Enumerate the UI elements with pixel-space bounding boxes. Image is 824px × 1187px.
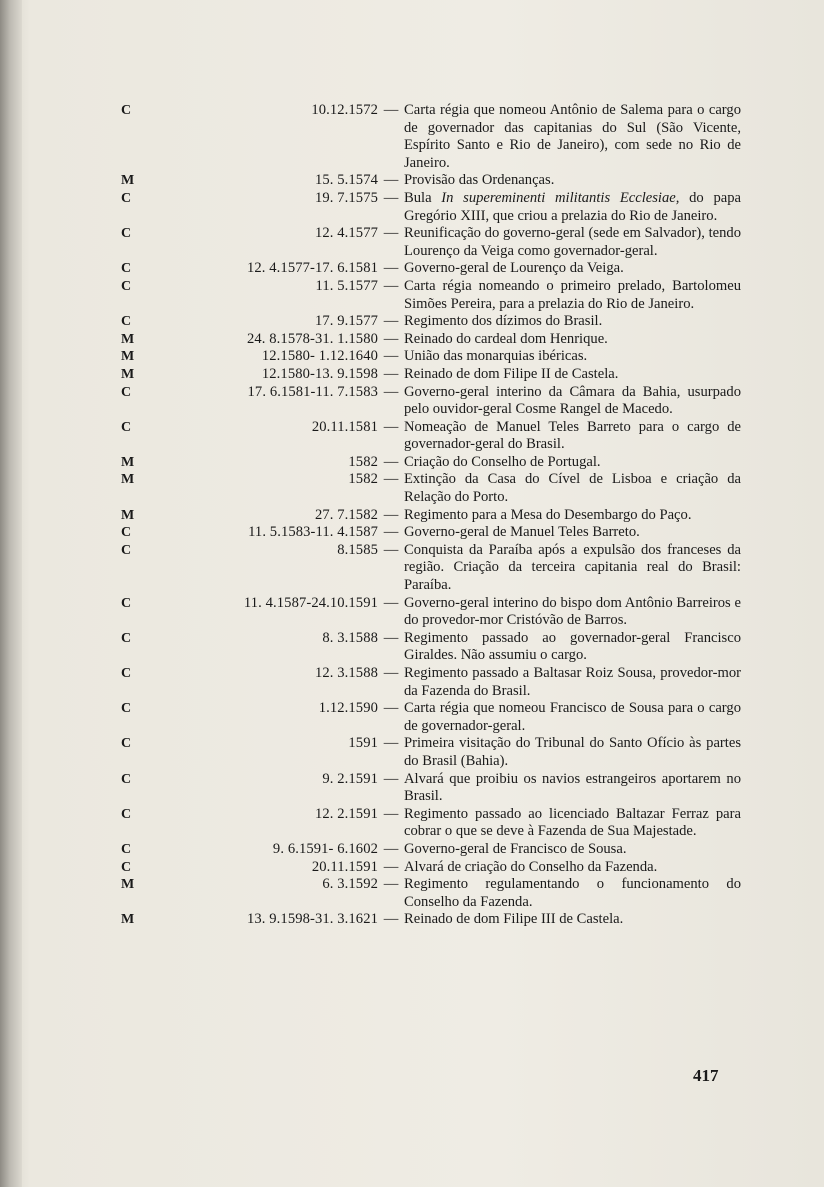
entry-code: C [121, 859, 132, 875]
entry-date: 1582 [348, 453, 378, 470]
entry-text: Regimento passado ao governador-geral Francisco Giraldes. Não assumiu o cargo. [404, 629, 741, 664]
entry-text: Provisão das Ordenanças. [404, 172, 555, 189]
chronology-entry [121, 190, 741, 225]
entry-code: C [121, 314, 132, 330]
entry-date: 1591 [348, 735, 378, 752]
entry-code: M [121, 507, 135, 523]
entry-text: Governo-geral de Francisco de Sousa. [404, 840, 627, 857]
chronology-entry [121, 471, 741, 506]
entry-dash: — [383, 541, 399, 558]
chronology-entry [121, 348, 741, 366]
entry-code: C [121, 542, 132, 558]
entry-text: Reunificação do governo-geral (sede em Salvador), tendo Lourenço da Veiga como governador-geral. [404, 225, 741, 259]
chronology-entry [121, 454, 741, 472]
entry-date: 17. 9.1577 [314, 313, 378, 330]
chronology-entry [121, 366, 741, 384]
chronology-entry [121, 859, 741, 877]
entry-code: C [121, 630, 132, 646]
entry-text-before: Bula [404, 189, 442, 206]
entry-text: Governo-geral interino do bispo dom Antônio Barreiros e do provedor-mor Cristóvão de Barros. [404, 594, 741, 629]
entry-date: 11. 5.1583-11. 4.1587 [248, 524, 378, 541]
entry-code: M [121, 366, 135, 382]
entry-date: 24. 8.1578-31. 1.1580 [246, 330, 378, 347]
chronology-entry [121, 876, 741, 911]
chronology-entry [121, 225, 741, 260]
entry-text: Reinado do cardeal dom Henrique. [404, 330, 608, 347]
entry-code: C [121, 419, 132, 435]
entry-dash: — [383, 665, 399, 681]
entry-date: 12.1580- 1.12.1640 [261, 348, 378, 365]
entry-code: C [121, 841, 132, 857]
entry-date: 11. 5.1577 [315, 277, 378, 294]
entry-code: C [121, 226, 132, 242]
entry-date: 8. 3.1588 [322, 629, 378, 646]
chronology-entry [121, 735, 741, 770]
entry-dash: — [383, 524, 399, 541]
entry-text: Governo-geral de Lourenço da Veiga. [404, 260, 624, 277]
chronology-entry [121, 102, 741, 172]
entry-text: Primeira visitação do Tribunal do Santo Ofício às partes do Brasil (Bahia). [404, 735, 741, 769]
entry-text: Criação do Conselho de Portugal. [404, 453, 601, 470]
entry-dash: — [383, 225, 399, 242]
chronology-entry [121, 841, 741, 859]
entry-text [404, 190, 741, 225]
entry-code: C [121, 701, 132, 717]
entry-code: M [121, 472, 135, 488]
entry-date: 27. 7.1582 [314, 506, 378, 523]
entry-code: C [121, 261, 132, 277]
entry-dash: — [383, 348, 399, 365]
entry-dash: — [383, 629, 399, 646]
entry-text: Regimento passado a Baltasar Roiz Sousa, provedor-mor da Fazenda do Brasil. [404, 665, 741, 699]
entry-date: 11. 4.1587-24.10.1591 [243, 594, 378, 611]
entry-text: Governo-geral de Manuel Teles Barreto. [404, 524, 640, 541]
entry-code: M [121, 331, 135, 347]
entry-dash: — [383, 330, 399, 347]
entry-text: Regimento dos dízimos do Brasil. [404, 313, 603, 330]
entry-dash: — [383, 735, 399, 752]
chronology-entry [121, 806, 741, 841]
entry-text-italic: In supereminenti militantis Ecclesiae, [441, 189, 680, 206]
chronology-entry [121, 260, 741, 278]
entry-code: C [121, 103, 132, 118]
entry-code: C [121, 736, 132, 752]
entry-dash: — [383, 418, 399, 435]
entry-date: 12. 4.1577-17. 6.1581 [246, 260, 378, 277]
entry-date: 6. 3.1592 [322, 876, 378, 893]
chronology-entry [121, 507, 741, 525]
entry-dash: — [383, 770, 399, 787]
entry-dash: — [383, 594, 399, 611]
chronology-entry [121, 172, 741, 190]
chronology-entry [121, 419, 741, 454]
page-spine-shadow [0, 0, 22, 1187]
entry-date: 1.12.1590 [318, 700, 378, 717]
entry-text: Extinção da Casa do Cível de Lisboa e criação da Relação do Porto. [404, 471, 741, 506]
entry-code: C [121, 806, 132, 822]
entry-dash: — [383, 858, 399, 875]
entry-dash: — [383, 260, 399, 277]
entry-dash: — [383, 365, 399, 382]
entry-date: 20.11.1581 [311, 418, 378, 435]
entry-code: C [121, 278, 132, 294]
chronology-entry [121, 700, 741, 735]
entry-dash: — [383, 506, 399, 523]
chronology-entry [121, 384, 741, 419]
entry-code: C [121, 771, 132, 787]
entry-code: C [121, 666, 132, 681]
entry-text: Reinado de dom Filipe II de Castela. [404, 365, 619, 382]
entry-dash: — [383, 453, 399, 470]
entry-dash: — [383, 383, 399, 400]
chronology-entry [121, 630, 741, 665]
entry-text: Reinado de dom Filipe III de Castela. [404, 911, 624, 928]
chronology-entry [121, 331, 741, 349]
entry-text: Carta régia que nomeou Antônio de Salema para o cargo de governador das capitanias do Sul (São Vicente, Espírito Santo e Rio de Janeiro), com sede no Rio de Janeiro. [404, 102, 741, 171]
entry-date: 1582 [348, 471, 378, 488]
entry-date: 15. 5.1574 [314, 172, 378, 189]
entry-date: 12. 4.1577 [314, 225, 378, 242]
entry-code: M [121, 877, 135, 893]
entry-dash: — [383, 840, 399, 857]
entry-code: C [121, 595, 132, 611]
entry-text: Regimento passado ao licenciado Baltazar Ferraz para cobrar o que se deve à Fazenda de Sua Majestade. [404, 805, 741, 840]
chronology-list [121, 102, 741, 929]
entry-date: 9. 6.1591- 6.1602 [272, 840, 378, 857]
chronology-entry [121, 771, 741, 806]
entry-code: M [121, 349, 135, 365]
entry-text: Alvará que proibiu os navios estrangeiros aportarem no Brasil. [404, 770, 741, 805]
entry-text: Nomeação de Manuel Teles Barreto para o cargo de governador-geral do Brasil. [404, 418, 741, 453]
entry-date: 20.11.1591 [311, 858, 378, 875]
entry-text-after: do papa Gregório XIII, que criou a prelazia do Rio de Janeiro. [404, 189, 741, 224]
entry-text: Regimento regulamentando o funcionamento do Conselho da Fazenda. [404, 876, 741, 910]
chronology-entry [121, 542, 741, 595]
entry-dash: — [383, 911, 399, 928]
entry-date: 19. 7.1575 [314, 189, 378, 206]
entry-date: 9. 2.1591 [322, 770, 378, 787]
entry-dash: — [383, 700, 399, 717]
entry-date: 12. 3.1588 [314, 665, 378, 681]
entry-dash: — [383, 805, 399, 822]
entry-text: Conquista da Paraíba após a expulsão dos franceses da região. Criação da terceira capitania real do Brasil: Paraíba. [404, 541, 741, 594]
entry-dash: — [383, 102, 399, 118]
entry-text: Carta régia nomeando o primeiro prelado, Bartolomeu Simões Pereira, para a prelazia do Rio de Janeiro. [404, 277, 741, 312]
entry-text: Alvará de criação do Conselho da Fazenda. [404, 858, 658, 875]
chronology-entry [121, 665, 741, 700]
entry-date: 17. 6.1581-11. 7.1583 [247, 383, 378, 400]
entry-text: Carta régia que nomeou Francisco de Sousa para o cargo de governador-geral. [404, 700, 741, 734]
entry-dash: — [383, 277, 399, 294]
entry-date: 12.1580-13. 9.1598 [261, 365, 378, 382]
entry-text: Regimento para a Mesa do Desembargo do Paço. [404, 506, 692, 523]
chronology-entry [121, 278, 741, 313]
page-number: 417 [693, 1066, 719, 1085]
entry-text: União das monarquias ibéricas. [404, 348, 588, 365]
entry-date: 8.1585 [337, 541, 378, 558]
entry-dash: — [383, 172, 399, 189]
entry-text: Governo-geral interino da Câmara da Bahia, usurpado pelo ouvidor-geral Cosme Rangel de Macedo. [404, 383, 741, 418]
entry-dash: — [383, 471, 399, 488]
entry-date: 12. 2.1591 [314, 805, 378, 822]
entry-date: 10.12.1572 [311, 102, 378, 118]
entry-dash: — [383, 313, 399, 330]
entry-code: M [121, 912, 135, 928]
entry-code: M [121, 173, 135, 189]
chronology-entry [121, 524, 741, 542]
entry-code: C [121, 190, 132, 206]
chronology-entry [121, 313, 741, 331]
entry-code: C [121, 525, 132, 541]
entry-code: M [121, 454, 135, 470]
entry-dash: — [383, 189, 399, 206]
entry-date: 13. 9.1598-31. 3.1621 [246, 911, 378, 928]
chronology-entry [121, 595, 741, 630]
entry-dash: — [383, 876, 399, 893]
chronology-entry [121, 911, 741, 929]
entry-code: C [121, 384, 132, 400]
